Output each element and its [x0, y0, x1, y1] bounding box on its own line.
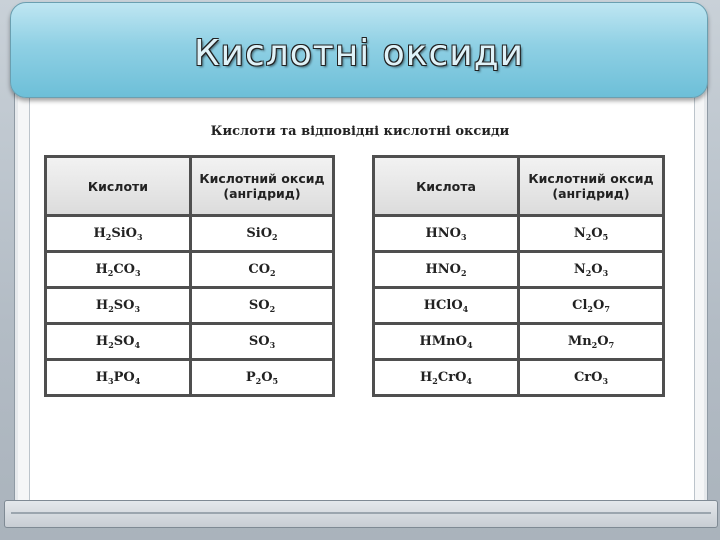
formula-subscript: 2 — [272, 231, 278, 242]
formula-subscript: 4 — [134, 375, 141, 386]
formula-subscript: 3 — [602, 375, 609, 386]
formula-subscript: 2 — [591, 339, 598, 350]
formula-subscript: 7 — [608, 339, 615, 350]
formula-text: O — [261, 369, 273, 385]
acid-formula — [375, 217, 517, 250]
formula-text: SiO — [111, 225, 137, 241]
formula-text: H — [95, 369, 109, 385]
table-row — [47, 289, 332, 322]
table-row — [47, 361, 332, 394]
title-banner — [10, 2, 708, 98]
oxide-formula — [520, 325, 662, 358]
formula-text: Mn — [567, 333, 592, 349]
formula-subscript: 3 — [134, 303, 141, 314]
oxide-formula — [192, 325, 332, 358]
formula-text: CO — [248, 261, 271, 277]
oxide-formula — [192, 361, 332, 394]
acid-formula — [47, 289, 189, 322]
header-acid-oxide: Кислотний оксид (ангідрид) — [192, 158, 332, 214]
formula-text: SO — [113, 297, 135, 313]
formula-subscript: 2 — [255, 375, 262, 386]
formula-text: O — [597, 333, 609, 349]
formula-subscript: 2 — [107, 267, 114, 278]
oxide-formula — [520, 289, 662, 322]
acid-formula — [47, 361, 189, 394]
oxide-formula — [520, 217, 662, 250]
formula-text: Cl — [572, 297, 588, 313]
formula-subscript: 4 — [466, 339, 473, 350]
formula-subscript: 2 — [432, 375, 438, 386]
formula-text: SiO — [246, 225, 273, 241]
header-acid: Кислота — [375, 158, 517, 214]
header-acid-oxide: Кислотний оксид (ангідрид) — [520, 158, 662, 214]
table-row — [47, 217, 332, 250]
formula-subscript: 4 — [134, 339, 141, 350]
formula-subscript: 3 — [460, 231, 467, 242]
formula-text: SO — [248, 297, 270, 313]
formula-text: CrO — [573, 369, 603, 385]
formula-text: HClO — [423, 297, 463, 313]
slide-title: Кислотні оксиди — [194, 33, 524, 74]
acid-formula — [375, 289, 517, 322]
table-row — [375, 361, 662, 394]
formula-text: HNO — [425, 225, 461, 241]
formula-subscript: 3 — [269, 339, 276, 350]
formula-subscript: 3 — [108, 375, 114, 386]
formula-text: H — [95, 297, 109, 313]
formula-subscript: 2 — [460, 267, 467, 278]
formula-subscript: 5 — [602, 231, 609, 242]
formula-text: PO — [113, 369, 135, 385]
formula-subscript: 2 — [587, 303, 593, 314]
oxide-formula — [192, 289, 332, 322]
oxide-formula — [520, 361, 662, 394]
acid-formula — [47, 253, 189, 286]
table-row — [47, 253, 332, 286]
acid-formula — [47, 217, 189, 250]
formula-text: N — [573, 225, 586, 241]
oxide-formula — [192, 253, 332, 286]
formula-subscript: 4 — [462, 303, 469, 314]
formula-text: O — [591, 261, 603, 277]
formula-text: O — [591, 225, 603, 241]
formula-text: HMnO — [419, 333, 467, 349]
formula-subscript: 2 — [105, 231, 112, 242]
formula-text: N — [573, 261, 586, 277]
acid-formula — [375, 325, 517, 358]
formula-subscript: 3 — [136, 231, 143, 242]
left-table — [44, 155, 335, 397]
table-row — [375, 289, 662, 322]
oxide-formula — [520, 253, 662, 286]
table-row — [375, 217, 662, 250]
formula-text: H — [420, 369, 433, 385]
formula-text: CrO — [437, 369, 467, 385]
formula-text: H — [95, 333, 109, 349]
table-row — [375, 325, 662, 358]
formula-text: H — [93, 225, 106, 241]
bottom-scrollbar[interactable] — [4, 500, 718, 528]
table-row — [375, 253, 662, 286]
acid-formula — [47, 325, 189, 358]
formula-subscript: 4 — [466, 375, 472, 386]
formula-text: CO — [113, 261, 135, 277]
acid-formula — [375, 253, 517, 286]
formula-subscript: 3 — [134, 267, 141, 278]
header-acids: Кислоти — [47, 158, 189, 214]
right-table — [372, 155, 665, 397]
formula-text: SO — [248, 333, 270, 349]
formula-text: HNO — [425, 261, 461, 277]
table-caption: Кислоти та відповідні кислотні оксиди — [210, 124, 510, 139]
formula-subscript: 2 — [585, 231, 592, 242]
formula-subscript: 5 — [272, 375, 279, 386]
formula-text: O — [592, 297, 605, 313]
formula-text: P — [245, 369, 256, 385]
formula-subscript: 2 — [269, 303, 276, 314]
formula-subscript: 2 — [585, 267, 592, 278]
table-row — [47, 325, 332, 358]
formula-text: H — [95, 261, 108, 277]
formula-subscript: 2 — [108, 303, 114, 314]
scrollbar-track — [11, 512, 711, 514]
acid-formula — [375, 361, 517, 394]
formula-subscript: 2 — [270, 267, 276, 278]
formula-subscript: 3 — [602, 267, 609, 278]
formula-subscript: 2 — [108, 339, 114, 350]
oxide-formula — [192, 217, 332, 250]
formula-subscript: 7 — [604, 303, 610, 314]
formula-text: SO — [113, 333, 135, 349]
